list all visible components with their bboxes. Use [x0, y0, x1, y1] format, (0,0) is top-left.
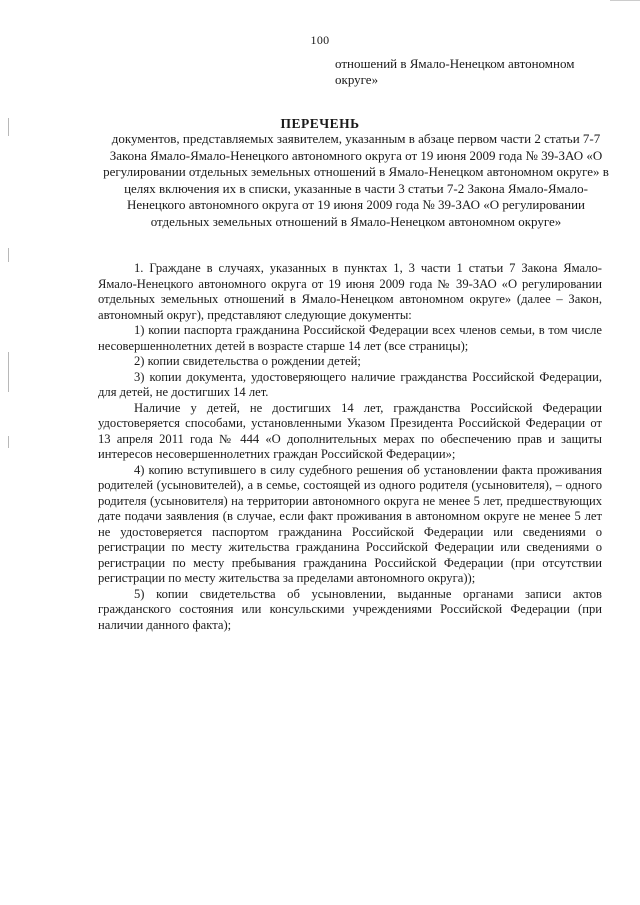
paragraph-1-3: 3) копии документа, удостоверяющего наличие гражданства Российской Федерации, для детей, не достигших 14 лет. — [98, 369, 602, 399]
paragraph-citizenship-note: Наличие у детей, не достигших 14 лет, гражданства Российской Федерации удостоверяется способами, установленными Указом Президента Российской Федерации от 13 апреля 2011 года № 444 «О дополнительных мерах по обеспечению прав и защиты интересов несовершеннолетних граждан Российской Федерации»; — [98, 400, 602, 461]
margin-mark — [8, 436, 9, 448]
margin-mark — [8, 248, 9, 262]
paragraph-1-2: 2) копии свидетельства о рождении детей; — [134, 354, 361, 368]
page-number: 100 — [310, 33, 330, 47]
document-body — [98, 261, 602, 633]
document-title: ПЕРЕЧЕНЬ — [280, 116, 360, 131]
scan-edge-mark — [610, 0, 640, 1]
paragraph-1: 1. Граждане в случаях, указанных в пунктах 1, 3 части 1 статьи 7 Закона Ямало-Ямало-Ненецкого автономного округа от 19 июня 2009 года № 39-ЗАО «О регулировании отдельных земельных отношений в Ямало-Ненецком автономном округе» (далее – Закон, автономный округ), представляют следующие документы: — [98, 261, 602, 322]
paragraph-1-5: 5) копии свидетельства об усыновлении, выданные органами записи актов гражданского состояния или консульскими учреждениями Российской Федерации (при наличии данного факта); — [98, 586, 602, 632]
header-tail-text: отношений в Ямало-Ненецком автономном округе» — [335, 56, 575, 87]
document-subtitle: документов, представляемых заявителем, указанным в абзаце первом части 2 статьи 7-7 Закона Ямало-Ямало-Ненецкого автономного округа от 19 июня 2009 года № 39-ЗАО «О регулировании отдельных земельных отношений в Ямало-Ненецком автономном округе» в целях включения их в списки, указанные в части 3 статьи 7-2 Закона Ямало-Ямало-Ненецкого автономного округа от 19 июня 2009 года № 39-ЗАО «О регулировании отдельных земельных отношений в Ямало-Ненецком автономном округе» — [103, 131, 609, 229]
paragraph-1-4: 4) копию вступившего в силу судебного решения об установлении факта проживания родителей (усыновителей), а в семье, состоящей из одного родителя (усыновителя), – одного родителя (усыновителя) на территории автономного округа не менее 5 лет, предшествующих дате подачи заявления (в случае, если факт проживания в автономном округе не менее 5 лет не удостоверяется паспортом гражданина Российской Федерации или сведениями о регистрации по месту жительства гражданина Российской Федерации или сведениями о регистрации по месту пребывания гражданина Российской Федерации (при отсутствии регистрации по месту жительства за пределами автономного округа)); — [98, 462, 602, 585]
margin-mark — [8, 352, 9, 392]
paragraph-1-1: 1) копии паспорта гражданина Российской Федерации всех членов семьи, в том числе несовершеннолетних детей в возрасте старше 14 лет (все страницы); — [98, 323, 602, 353]
